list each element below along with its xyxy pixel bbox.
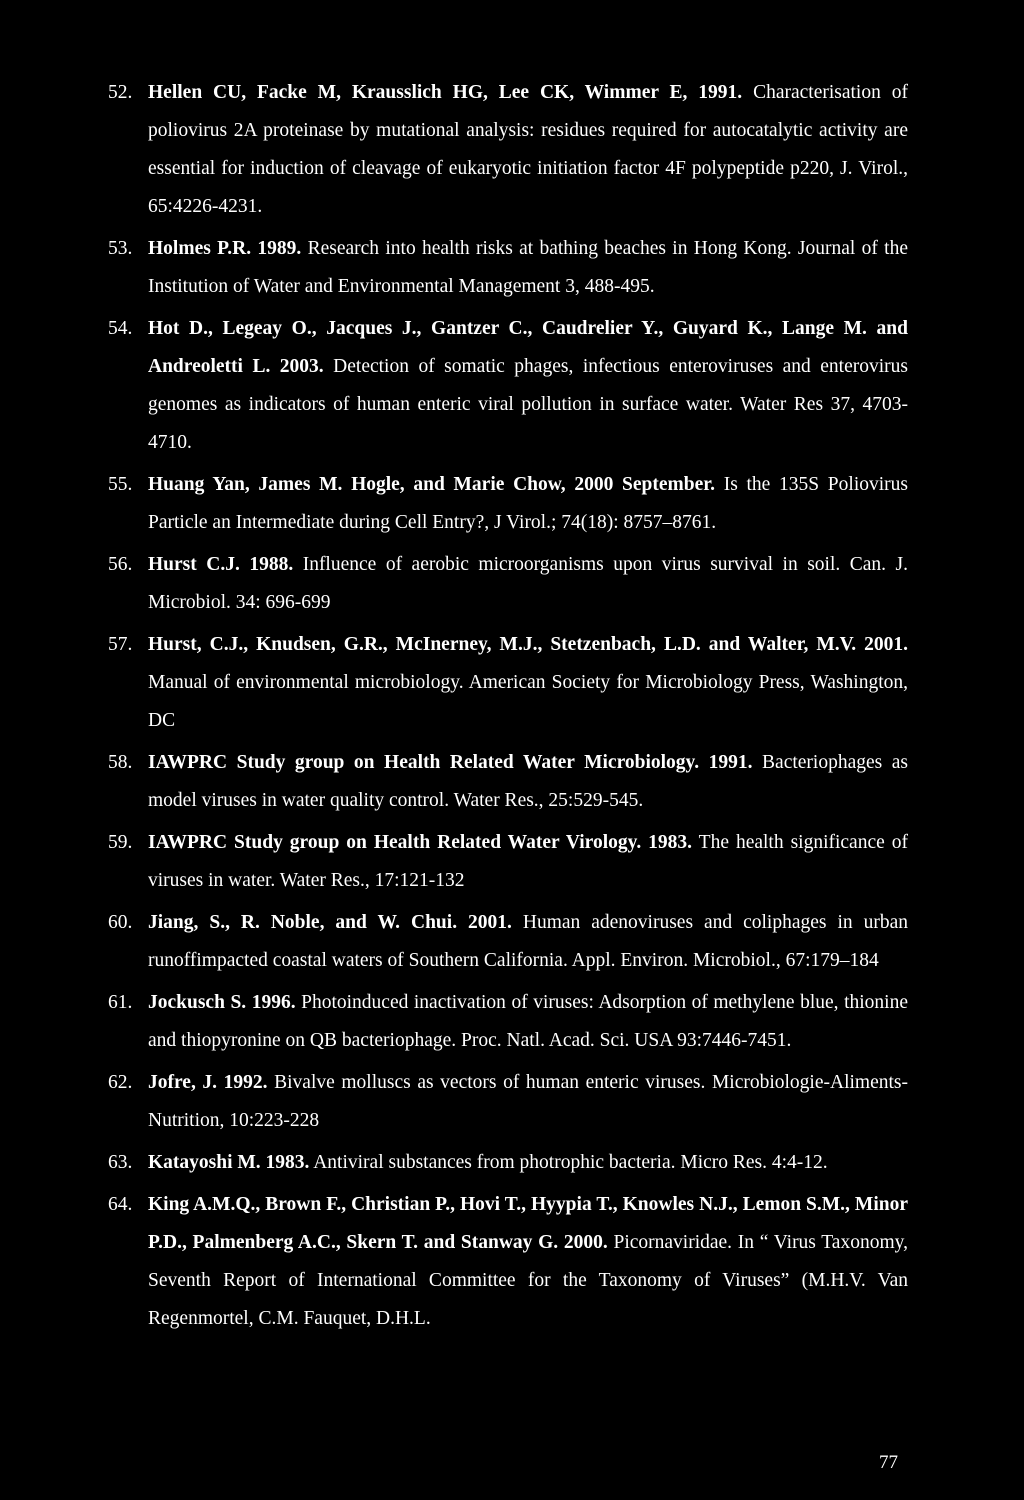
reference-authors: IAWPRC Study group on Health Related Water Virology. 1983. (148, 832, 693, 853)
reference-number: 57. (108, 634, 133, 655)
reference-number: 60. (108, 912, 133, 933)
reference-authors: Hurst, C.J., Knudsen, G.R., McInerney, M.J., Stetzenbach, L.D. and Walter, M.V. 2001. (148, 634, 908, 655)
reference-text: Is the 135S Poliovirus Particle an Intermediate during Cell Entry?, J Virol.; 74(18): 8757–8761. (148, 474, 908, 533)
reference-authors: Katayoshi M. 1983. (148, 1152, 310, 1173)
reference-text: Photoinduced inactivation of viruses: Adsorption of methylene blue, thionine and thiopyronine on QB bacteriophage. Proc. Natl. Acad. Sci. USA 93:7446-7451. (148, 992, 908, 1051)
reference-number: 54. (108, 318, 133, 339)
reference-text: Picornaviridae. In “ Virus Taxonomy, Seventh Report of International Committee for the Taxonomy of Viruses” (M.H.V. Van Regenmortel, C.M. Fauquet, D.H.L. (148, 1232, 908, 1329)
reference-number: 55. (108, 474, 133, 495)
reference-number: 62. (108, 1072, 133, 1093)
reference-item (108, 904, 908, 980)
reference-authors: Hurst C.J. 1988. (148, 554, 294, 575)
reference-item (108, 546, 908, 622)
reference-text: The health significance of viruses in water. Water Res., 17:121-132 (148, 832, 908, 891)
reference-item (108, 1144, 908, 1182)
page-number: 77 (879, 1452, 898, 1473)
reference-number: 52. (108, 82, 133, 103)
reference-item (108, 626, 908, 740)
reference-text: Characterisation of poliovirus 2A proteinase by mutational analysis: residues required for autocatalytic activity are essential for induction of cleavage of eukaryotic initiation factor 4F polypeptide p220, J. Virol., 65:4226-4231. (148, 82, 908, 217)
reference-authors: Holmes P.R. 1989. (148, 238, 302, 259)
reference-authors: Jockusch S. 1996. (148, 992, 296, 1013)
reference-text: Human adenoviruses and coliphages in urban runoffimpacted coastal waters of Southern California. Appl. Environ. Microbiol., 67:179–184 (148, 912, 908, 971)
reference-authors: Jofre, J. 1992. (148, 1072, 268, 1093)
reference-item (108, 824, 908, 900)
reference-number: 59. (108, 832, 133, 853)
reference-number: 64. (108, 1194, 133, 1215)
reference-authors: Hot D., Legeay O., Jacques J., Gantzer C., Caudrelier Y., Guyard K., Lange M. and Andreoletti L. 2003. (148, 318, 908, 377)
reference-item (108, 1186, 908, 1338)
reference-item (108, 74, 908, 226)
reference-text: Bacteriophages as model viruses in water quality control. Water Res., 25:529-545. (148, 752, 908, 811)
reference-authors: Huang Yan, James M. Hogle, and Marie Chow, 2000 September. (148, 474, 716, 495)
reference-number: 53. (108, 238, 133, 259)
reference-authors: King A.M.Q., Brown F., Christian P., Hovi T., Hyypia T., Knowles N.J., Lemon S.M., Minor P.D., Palmenberg A.C., Skern T. and Stanway G. 2000. (148, 1194, 908, 1253)
reference-text: Bivalve molluscs as vectors of human enteric viruses. Microbiologie-Aliments-Nutrition, 10:223-228 (148, 1072, 908, 1131)
reference-text: Manual of environmental microbiology. American Society for Microbiology Press, Washington, DC (148, 672, 908, 731)
reference-number: 56. (108, 554, 133, 575)
reference-authors: Jiang, S., R. Noble, and W. Chui. 2001. (148, 912, 512, 933)
reference-text: Antiviral substances from photrophic bacteria. Micro Res. 4:4-12. (309, 1152, 828, 1173)
reference-item (108, 230, 908, 306)
reference-text: Influence of aerobic microorganisms upon virus survival in soil. Can. J. Microbiol. 34: 696-699 (148, 554, 908, 613)
reference-text: Research into health risks at bathing beaches in Hong Kong. Journal of the Institution of Water and Environmental Management 3, 488-495. (148, 238, 909, 297)
reference-item (108, 984, 908, 1060)
reference-list (108, 74, 908, 1342)
reference-number: 63. (108, 1152, 133, 1173)
reference-authors: Hellen CU, Facke M, Krausslich HG, Lee CK, Wimmer E, 1991. (148, 82, 743, 103)
reference-item (108, 466, 908, 542)
reference-number: 61. (108, 992, 133, 1013)
reference-item (108, 1064, 908, 1140)
reference-authors: IAWPRC Study group on Health Related Water Microbiology. 1991. (148, 752, 753, 773)
reference-number: 58. (108, 752, 133, 773)
reference-text: Detection of somatic phages, infectious enteroviruses and enterovirus genomes as indicators of human enteric viral pollution in surface water. Water Res 37, 4703-4710. (148, 356, 908, 453)
reference-item (108, 310, 908, 462)
reference-item (108, 744, 908, 820)
